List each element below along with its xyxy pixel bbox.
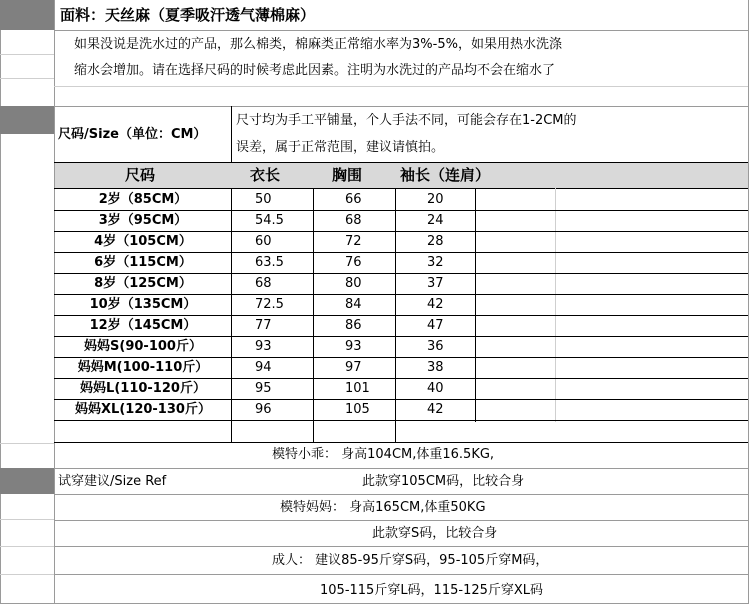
- table-value-cell: 42: [427, 402, 444, 417]
- left-border: [0, 0, 1, 604]
- table-size-cell: 妈妈XL(120-130斤）: [75, 402, 211, 417]
- table-value-cell: 37: [427, 276, 444, 291]
- grid-line: [0, 54, 54, 55]
- grid-line: [0, 519, 54, 520]
- table-size-cell: 12岁（145CM）: [89, 318, 197, 333]
- table-value-cell: 36: [427, 339, 444, 354]
- table-value-cell: 101: [345, 381, 370, 396]
- adult-advice-line2: 105-115斤穿L码，115-125斤穿XL码: [320, 583, 544, 598]
- table-value-cell: 28: [427, 234, 444, 249]
- table-size-cell: 妈妈L(110-120斤）: [80, 381, 206, 396]
- table-value-cell: 96: [255, 402, 272, 417]
- mom-fit-advice: 此款穿S码，比较合身: [372, 526, 498, 541]
- grid-line: [54, 574, 748, 575]
- grid-line: [0, 443, 54, 444]
- table-value-cell: 68: [345, 213, 362, 228]
- table-value-cell: 50: [255, 192, 272, 207]
- table-value-cell: 77: [255, 318, 272, 333]
- grid-line: [54, 520, 748, 521]
- table-value-cell: 86: [345, 318, 362, 333]
- table-value-cell: 76: [345, 255, 362, 270]
- grid-line: [54, 442, 748, 443]
- table-value-cell: 42: [427, 297, 444, 312]
- grid-line: [54, 30, 748, 31]
- table-size-cell: 2岁（85CM）: [98, 192, 188, 207]
- grid-line: [0, 78, 54, 79]
- grid-line: [54, 546, 748, 547]
- size-note-line1: 尺寸均为手工平铺量，个人手法不同，可能会存在1-2CM的: [236, 113, 577, 128]
- grid-line: [54, 86, 748, 87]
- grid-line: [54, 494, 748, 495]
- table-value-cell: 60: [255, 234, 272, 249]
- table-size-cell: 妈妈S(90-100斤）: [84, 339, 202, 354]
- child-fit-advice: 此款穿105CM码，比较合身: [362, 474, 525, 489]
- table-value-cell: 63.5: [255, 255, 284, 270]
- table-value-cell: 72.5: [255, 297, 284, 312]
- row-marker-ref: [0, 468, 54, 494]
- size-note-line2: 误差，属于正常范围，建议请慎拍。: [236, 140, 445, 155]
- table-value-cell: 68: [255, 276, 272, 291]
- size-section-label: 尺码/Size（单位：CM）: [58, 127, 207, 142]
- grid-line: [0, 546, 54, 547]
- table-value-cell: 72: [345, 234, 362, 249]
- table-value-cell: 93: [345, 339, 362, 354]
- adult-advice-line1: 成人： 建议85-95斤穿S码，95-105斤穿M码，: [272, 553, 549, 568]
- header-chest: 胸围: [332, 166, 363, 184]
- fabric-title: 面料：天丝麻（夏季吸汗透气薄棉麻）: [60, 6, 316, 24]
- grid-line: [54, 106, 748, 107]
- table-value-cell: 97: [345, 360, 362, 375]
- table-value-cell: 93: [255, 339, 272, 354]
- table-value-cell: 32: [427, 255, 444, 270]
- header-sleeve: 袖长（连肩）: [400, 166, 491, 184]
- table-value-cell: 66: [345, 192, 362, 207]
- table-size-cell: 6岁（115CM）: [94, 255, 192, 270]
- fabric-note-line1: 如果没说是洗水过的产品，那么棉类，棉麻类正常缩水率为3%-5%，如果用热水洗涤: [74, 37, 562, 52]
- size-ref-label: 试穿建议/Size Ref: [58, 474, 167, 489]
- grid-line: [54, 468, 748, 469]
- table-size-cell: 8岁（125CM）: [94, 276, 192, 291]
- mom-model-info: 模特妈妈： 身高165CM,体重50KG: [280, 500, 486, 515]
- table-value-cell: 47: [427, 318, 444, 333]
- table-value-cell: 80: [345, 276, 362, 291]
- table-value-cell: 95: [255, 381, 272, 396]
- table-value-cell: 20: [427, 192, 444, 207]
- table-size-cell: 10岁（135CM）: [89, 297, 197, 312]
- header-length: 衣长: [250, 166, 281, 184]
- table-value-cell: 94: [255, 360, 272, 375]
- table-value-cell: 40: [427, 381, 444, 396]
- table-row-line: [54, 420, 748, 421]
- table-size-cell: 妈妈M(100-110斤）: [77, 360, 209, 375]
- header-size: 尺码: [125, 166, 156, 184]
- grid-line: [555, 188, 556, 422]
- fabric-note-line2: 缩水会增加。请在选择尺码的时候考虑此因素。注明为水洗过的产品均不会在缩水了: [74, 63, 556, 78]
- table-value-cell: 24: [427, 213, 444, 228]
- row-marker-size: [0, 106, 54, 134]
- table-size-cell: 3岁（95CM）: [98, 213, 188, 228]
- table-value-cell: 54.5: [255, 213, 284, 228]
- table-value-cell: 38: [427, 360, 444, 375]
- row-marker-fabric: [0, 0, 54, 30]
- grid-line: [475, 188, 476, 422]
- table-value-cell: 105: [345, 402, 370, 417]
- child-model-info: 模特小乖： 身高104CM,体重16.5KG,: [272, 447, 495, 462]
- table-value-cell: 84: [345, 297, 362, 312]
- grid-line: [231, 106, 232, 162]
- table-size-cell: 4岁（105CM）: [94, 234, 192, 249]
- grid-line: [0, 574, 54, 575]
